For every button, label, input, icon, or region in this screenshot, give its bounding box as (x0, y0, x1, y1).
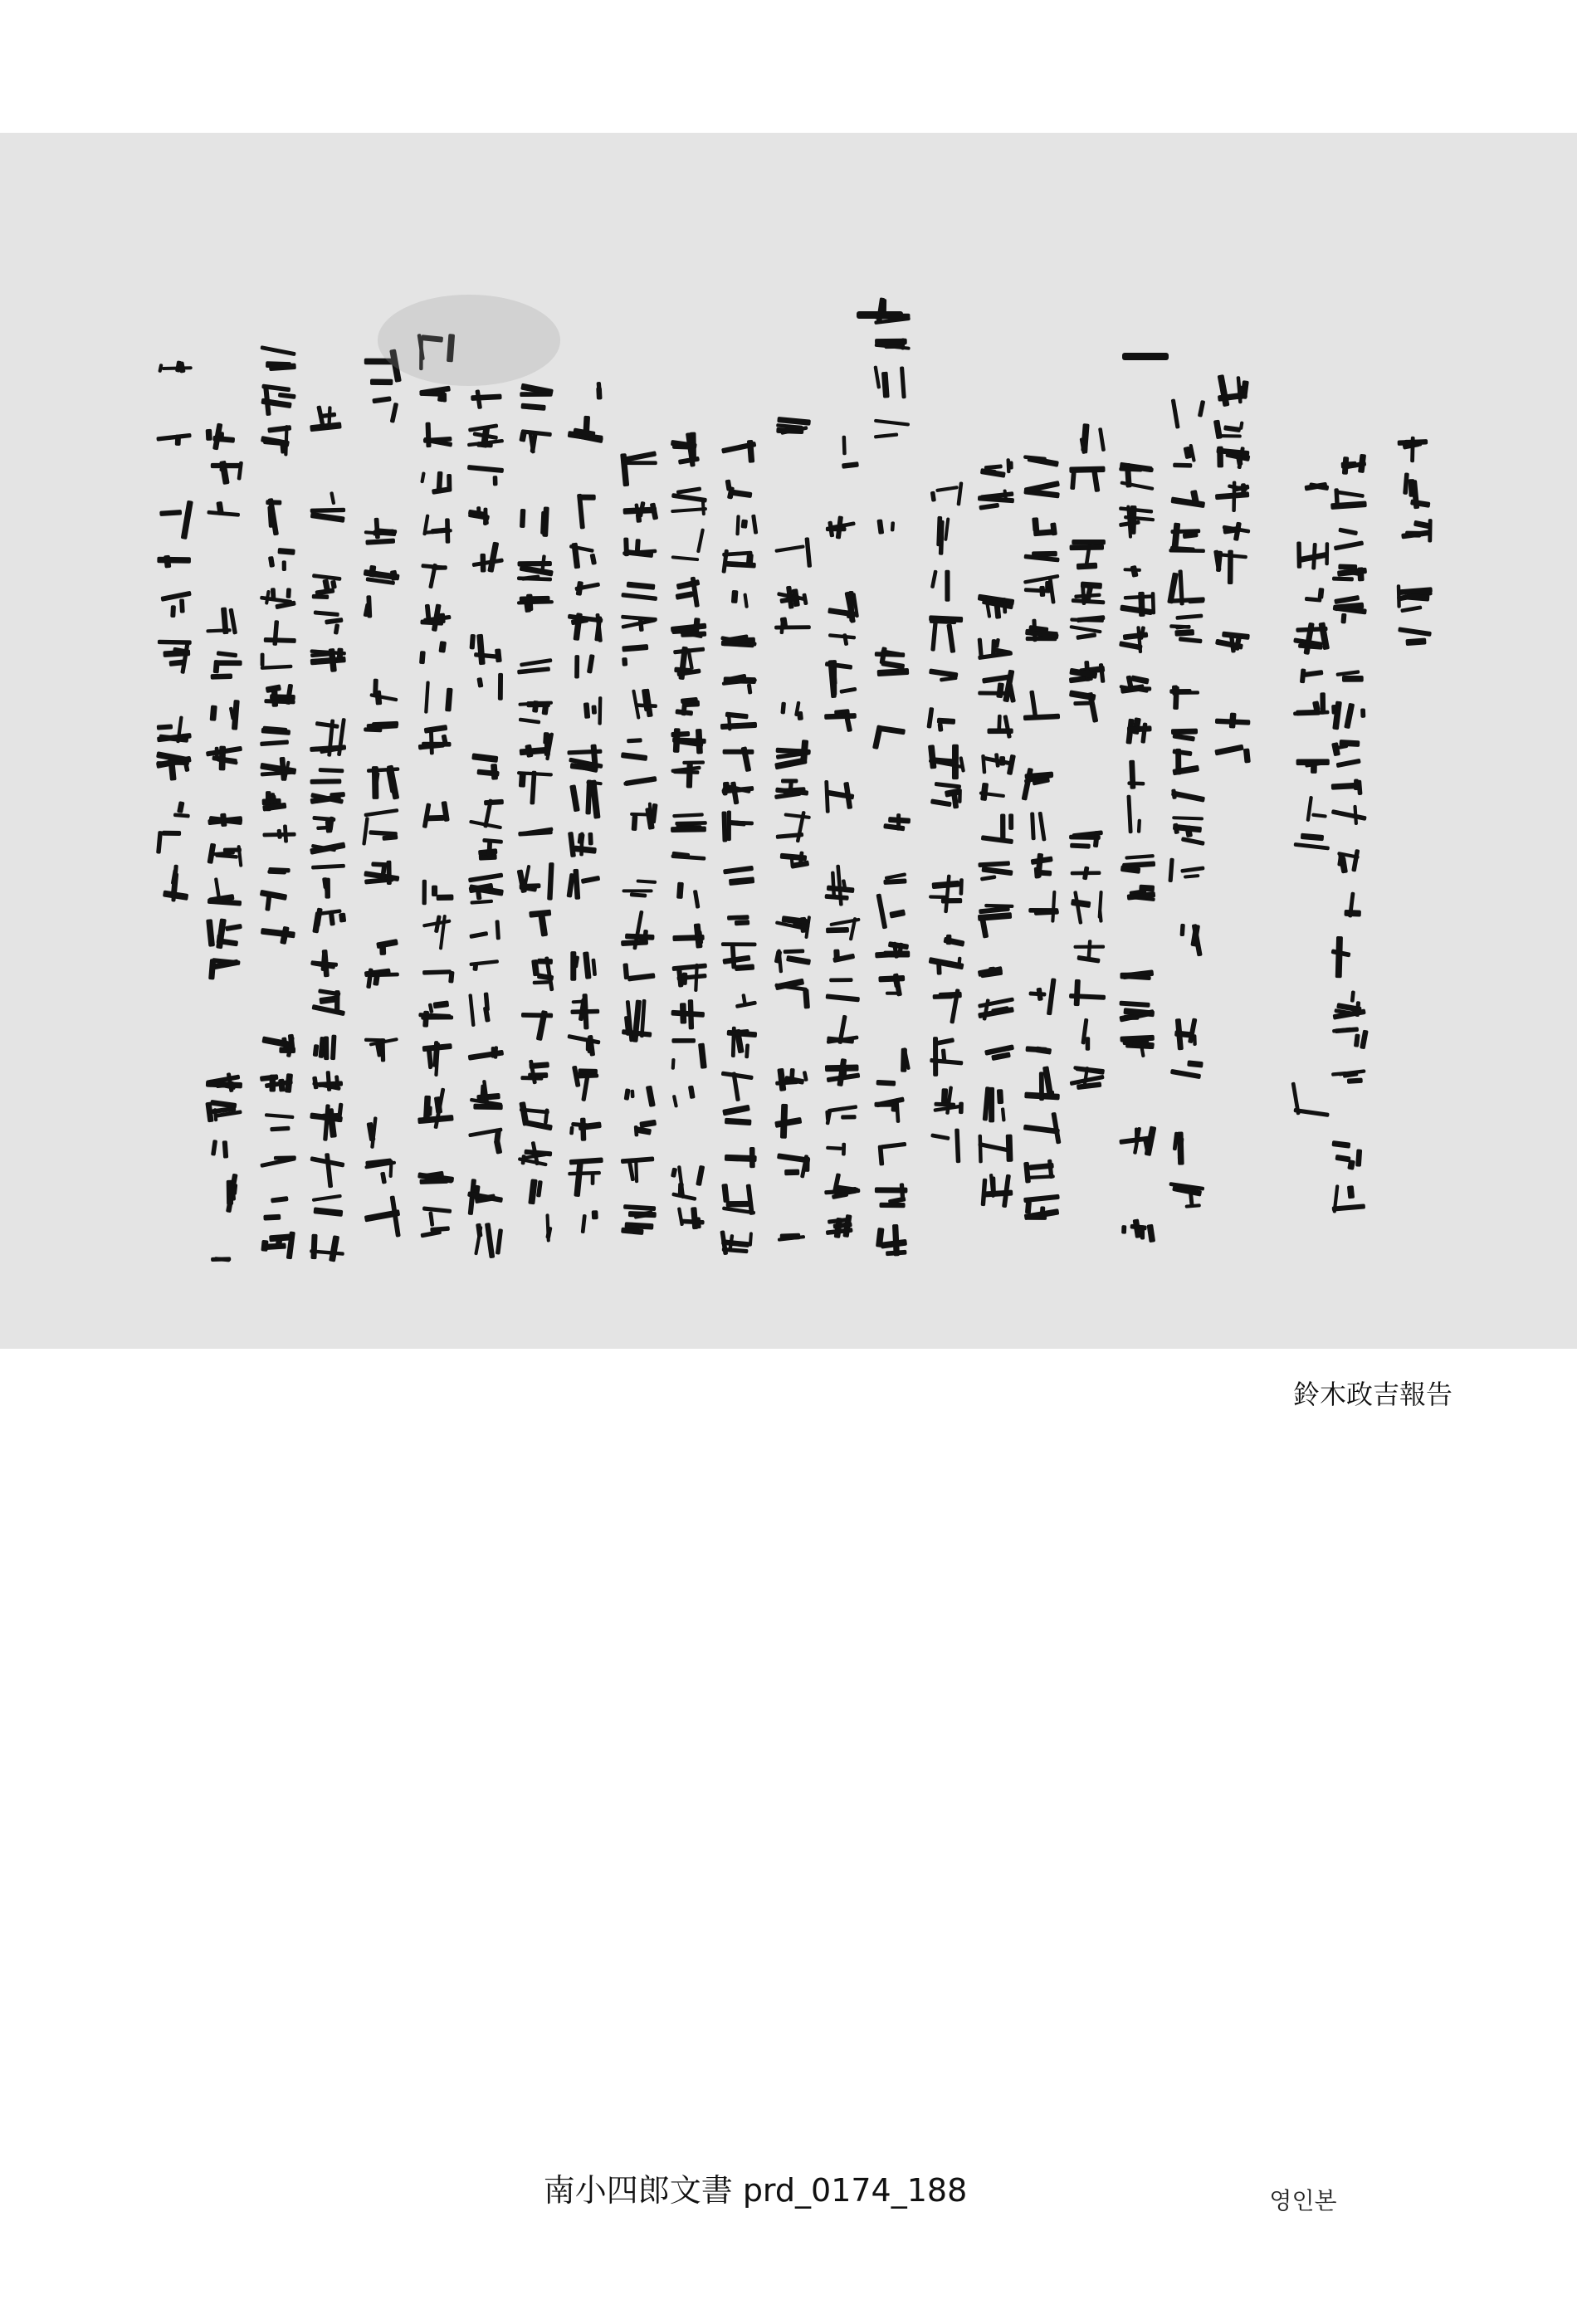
ink-stroke (727, 915, 749, 920)
ink-stroke (829, 978, 852, 982)
ink-stroke (1220, 434, 1242, 437)
ink-stroke (671, 826, 706, 832)
ink-stroke (1086, 1037, 1091, 1051)
ink-stroke (842, 1143, 846, 1156)
ink-stroke (885, 345, 905, 349)
ink-stroke (826, 527, 847, 532)
ink-stroke (379, 945, 386, 955)
ink-stroke (1228, 550, 1233, 584)
ink-stroke (1140, 1225, 1145, 1239)
ink-stroke (723, 749, 754, 754)
ink-stroke (1008, 813, 1013, 830)
ink-stroke (266, 361, 291, 369)
ink-stroke (1036, 870, 1052, 876)
ink-stroke (175, 435, 181, 446)
ink-stroke (673, 728, 681, 753)
ink-stroke (310, 1234, 317, 1260)
ink-stroke (423, 1096, 431, 1121)
ink-stroke (874, 1102, 893, 1107)
ink-stroke (997, 715, 1001, 730)
ink-stroke (1318, 588, 1325, 599)
ink-stroke (721, 811, 727, 842)
ink-stroke (420, 1179, 449, 1184)
ink-stroke (591, 1174, 595, 1184)
ink-stroke (162, 366, 193, 370)
ink-stroke (421, 1015, 453, 1019)
ink-stroke (671, 1058, 676, 1070)
ink-stroke (1320, 692, 1326, 714)
ink-stroke (214, 660, 242, 666)
ink-stroke (437, 895, 454, 901)
ink-stroke (270, 694, 295, 701)
ink-stroke (1296, 541, 1301, 568)
ink-stroke (1193, 1034, 1197, 1046)
ink-stroke (591, 705, 597, 714)
ink-stroke (891, 521, 895, 531)
ink-stroke (933, 994, 953, 998)
ink-stroke (929, 895, 946, 899)
ink-stroke (493, 476, 498, 486)
ink-stroke (1074, 979, 1081, 1006)
ink-stroke (945, 570, 950, 602)
ink-stroke (580, 1118, 586, 1141)
ink-stroke (671, 1038, 696, 1043)
ink-stroke (520, 883, 541, 889)
ink-stroke (373, 679, 378, 697)
ink-stroke (325, 878, 330, 899)
ink-stroke (675, 821, 706, 826)
ink-stroke (879, 1203, 905, 1208)
ink-stroke (681, 631, 706, 637)
ink-stroke (1127, 781, 1145, 785)
ink-stroke (1070, 843, 1091, 849)
ink-stroke (157, 724, 173, 730)
ink-stroke (721, 942, 757, 946)
ink-stroke (999, 756, 1005, 765)
ink-stroke (731, 590, 739, 603)
ink-stroke (681, 973, 687, 985)
ink-stroke (598, 696, 602, 725)
ink-stroke (784, 1169, 799, 1176)
ink-stroke (1006, 458, 1010, 473)
ink-stroke (211, 673, 232, 679)
ink-stroke (989, 967, 996, 977)
document-reference: 南小四郎文書 prd_0174_188 (543, 2172, 968, 2209)
ink-stroke (997, 1089, 1003, 1104)
ink-stroke (1072, 540, 1106, 544)
ink-stroke (740, 519, 748, 528)
ink-stroke (878, 975, 905, 983)
ink-stroke (336, 647, 343, 662)
ink-stroke (841, 1115, 856, 1119)
ink-stroke (978, 1135, 982, 1164)
ink-stroke (1039, 1072, 1044, 1101)
ink-stroke (1347, 1078, 1363, 1084)
ink-stroke (632, 815, 638, 831)
ink-stroke (210, 706, 217, 721)
ink-stroke (622, 657, 627, 666)
ink-stroke (170, 605, 176, 618)
ink-stroke (727, 810, 731, 841)
ink-stroke (725, 637, 755, 644)
ink-stroke (1355, 1149, 1362, 1166)
ink-stroke (422, 880, 427, 906)
ink-stroke (162, 831, 181, 836)
facsimile-label: 영인본 (1269, 2187, 1337, 2214)
ink-stroke (419, 651, 426, 664)
ink-stroke (1174, 629, 1194, 637)
ink-stroke (596, 387, 602, 399)
ink-stroke (959, 878, 963, 896)
ink-stroke (678, 1183, 684, 1197)
ink-stroke (1032, 517, 1039, 531)
ink-stroke (422, 969, 452, 974)
ink-stroke (1340, 613, 1346, 624)
ink-stroke (1069, 466, 1105, 473)
ink-stroke (735, 920, 749, 925)
ink-stroke (1180, 924, 1185, 936)
handwritten-document-image (0, 133, 1577, 1349)
ink-stroke (579, 832, 583, 857)
ink-stroke (520, 392, 552, 397)
ink-stroke (262, 832, 295, 837)
ink-stroke (422, 742, 451, 747)
ink-stroke (826, 927, 849, 933)
ink-stroke (634, 1125, 639, 1137)
ink-stroke (339, 913, 346, 923)
ink-stroke (946, 935, 952, 945)
ink-stroke (774, 625, 811, 629)
ink-stroke (725, 1155, 757, 1162)
ink-stroke (179, 598, 185, 613)
ink-stroke (267, 870, 286, 875)
ink-stroke (278, 1079, 286, 1092)
ink-stroke (1070, 544, 1104, 550)
ink-stroke (876, 1080, 896, 1086)
ink-stroke (324, 1036, 330, 1060)
ink-stroke (989, 1087, 994, 1123)
ink-stroke (1347, 1185, 1355, 1199)
ink-stroke (261, 653, 265, 666)
ink-stroke (1127, 725, 1152, 732)
ink-stroke (425, 815, 445, 822)
ink-stroke (588, 832, 593, 846)
ink-stroke (1171, 729, 1198, 735)
ink-stroke (824, 713, 857, 720)
ink-stroke (370, 378, 393, 385)
ink-stroke (1121, 1225, 1126, 1234)
ink-stroke (875, 652, 906, 657)
ink-stroke (627, 738, 642, 743)
ink-stroke (781, 779, 798, 783)
ink-stroke (267, 505, 275, 528)
ink-stroke (1138, 592, 1145, 617)
ink-stroke (367, 973, 399, 978)
ink-stroke (157, 557, 191, 564)
ink-stroke (498, 673, 503, 701)
ink-stroke (1040, 1206, 1046, 1218)
ink-stroke (1169, 689, 1191, 694)
ink-stroke (569, 1126, 574, 1135)
ink-stroke (527, 701, 550, 707)
ink-stroke (936, 962, 941, 975)
ink-stroke (520, 596, 550, 603)
ink-stroke (1332, 577, 1354, 582)
ink-stroke (1151, 592, 1155, 614)
ink-stroke (447, 474, 452, 491)
ink-stroke (206, 429, 212, 441)
ink-stroke (1325, 542, 1329, 565)
ink-stroke (1229, 712, 1237, 728)
document-caption: 鈴木政吉報告 (1292, 1379, 1452, 1410)
ink-stroke (630, 1090, 634, 1099)
ink-stroke (959, 1102, 964, 1115)
ink-stroke (1173, 463, 1192, 468)
ink-stroke (1032, 551, 1057, 557)
ink-stroke (726, 1201, 749, 1208)
paper-smudge (378, 295, 560, 386)
ink-stroke (784, 949, 805, 954)
paragraph-marker (1122, 353, 1169, 360)
ink-stroke (780, 1104, 788, 1139)
ink-stroke (425, 422, 431, 448)
ink-stroke (1073, 701, 1091, 706)
ink-stroke (282, 560, 286, 571)
ink-stroke (310, 508, 346, 513)
ink-stroke (780, 749, 806, 753)
ink-stroke (696, 729, 703, 754)
ink-stroke (1131, 686, 1151, 691)
ink-stroke (848, 591, 854, 622)
ink-stroke (789, 1068, 795, 1079)
ink-stroke (676, 882, 684, 899)
ink-stroke (1006, 1135, 1013, 1162)
ink-stroke (696, 1217, 701, 1228)
ink-stroke (419, 390, 441, 397)
ink-stroke (1025, 1201, 1032, 1214)
ink-stroke (592, 1210, 598, 1219)
ink-stroke (279, 1047, 295, 1053)
ink-stroke (1344, 910, 1361, 917)
ink-stroke (1000, 813, 1005, 841)
ink-stroke (286, 588, 291, 598)
ink-stroke (804, 1157, 810, 1172)
ink-stroke (271, 588, 276, 599)
ink-stroke (1338, 564, 1357, 569)
paragraph-marker (857, 311, 903, 319)
ink-stroke (263, 1214, 281, 1221)
ink-stroke (574, 655, 579, 678)
ink-stroke (933, 1037, 938, 1077)
ink-stroke (901, 1048, 907, 1072)
ink-stroke (1331, 783, 1355, 790)
ink-stroke (622, 889, 652, 892)
ink-stroke (630, 813, 651, 817)
ink-stroke (1342, 676, 1364, 682)
ink-stroke (310, 779, 342, 784)
ink-stroke (1175, 749, 1181, 775)
ink-stroke (570, 951, 576, 981)
manuscript-scan (0, 133, 1577, 1349)
ink-stroke (521, 1013, 553, 1018)
ink-stroke (930, 618, 957, 624)
ink-stroke (1071, 871, 1101, 875)
ink-stroke (439, 613, 446, 624)
ink-stroke (938, 723, 944, 732)
ink-stroke (686, 761, 693, 788)
ink-stroke (1335, 936, 1343, 978)
ink-stroke (264, 637, 296, 643)
ink-stroke (941, 1088, 948, 1103)
ink-stroke (1311, 764, 1317, 774)
ink-stroke (682, 760, 705, 764)
ink-stroke (520, 509, 525, 528)
ink-stroke (432, 886, 437, 896)
ink-stroke (1360, 708, 1365, 718)
ink-stroke (842, 436, 847, 456)
ink-stroke (533, 980, 549, 984)
